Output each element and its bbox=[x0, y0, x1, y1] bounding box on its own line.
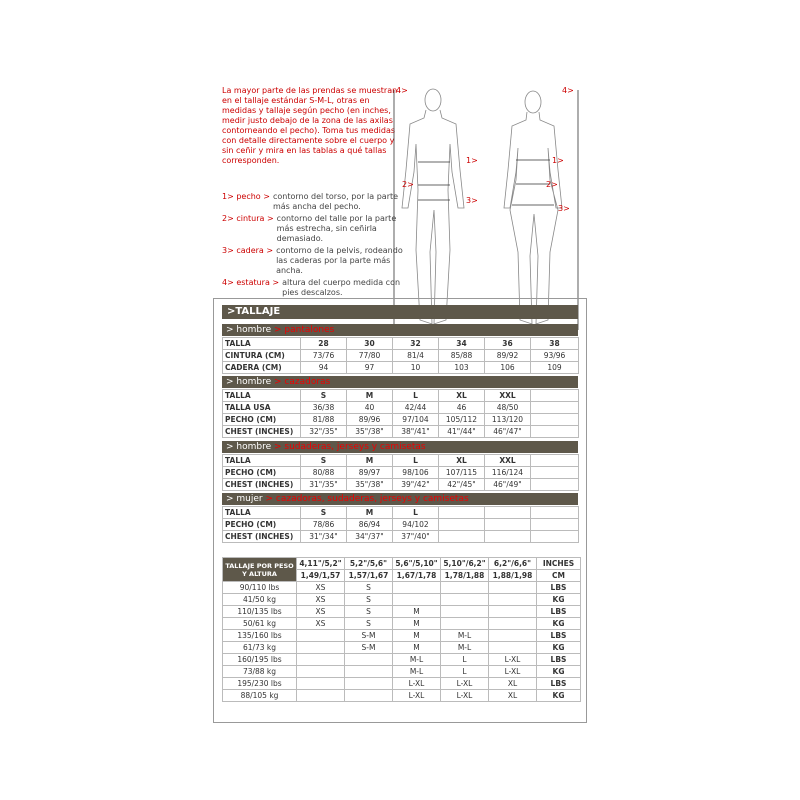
definition-item bbox=[222, 214, 412, 244]
table-cell: 94 bbox=[301, 362, 347, 374]
table-cell bbox=[485, 531, 531, 543]
definition-item bbox=[222, 192, 412, 212]
unit-cell: LBS bbox=[537, 582, 581, 594]
size-table bbox=[222, 337, 579, 374]
section-product: > pantalones bbox=[271, 325, 335, 335]
table-cell: 38 bbox=[531, 338, 579, 350]
table-cell: 107/115 bbox=[439, 467, 485, 479]
table-cell: XL bbox=[439, 390, 485, 402]
table-row bbox=[223, 642, 581, 654]
height-header: 1,78/1,88 bbox=[441, 570, 489, 582]
weight-label: 195/230 lbs bbox=[223, 678, 297, 690]
table-cell: 34 bbox=[439, 338, 485, 350]
table-cell: S bbox=[301, 507, 347, 519]
table-cell bbox=[345, 678, 393, 690]
row-label: CHEST (INCHES) bbox=[223, 479, 301, 491]
size-table bbox=[222, 454, 579, 491]
table-cell: 78/86 bbox=[301, 519, 347, 531]
table-row bbox=[223, 467, 579, 479]
table-cell bbox=[297, 690, 345, 702]
table-cell bbox=[441, 594, 489, 606]
table-cell: XS bbox=[297, 606, 345, 618]
table-cell: L bbox=[393, 507, 439, 519]
table-cell bbox=[297, 642, 345, 654]
size-table bbox=[222, 389, 579, 438]
table-cell bbox=[531, 467, 579, 479]
definition-item bbox=[222, 246, 412, 276]
table-cell bbox=[531, 519, 579, 531]
unit-cell: KG bbox=[537, 618, 581, 630]
table-row bbox=[223, 350, 579, 362]
section-header bbox=[222, 376, 578, 388]
definition-text: contorno del torso, por la parte más ancha del pecho. bbox=[272, 192, 399, 211]
table-cell bbox=[297, 630, 345, 642]
table-row bbox=[223, 362, 579, 374]
table-cell: 30 bbox=[347, 338, 393, 350]
section-product: > sudaderas, jerseys y camisetas bbox=[271, 442, 426, 452]
weight-label: 135/160 lbs bbox=[223, 630, 297, 642]
table-cell: 89/96 bbox=[347, 414, 393, 426]
table-cell: 80/88 bbox=[301, 467, 347, 479]
table-cell bbox=[489, 582, 537, 594]
table-cell: M-L bbox=[393, 666, 441, 678]
row-label: TALLA bbox=[223, 390, 301, 402]
table-cell: L-XL bbox=[393, 690, 441, 702]
table-cell: 42"/45" bbox=[439, 479, 485, 491]
unit-cell: KG bbox=[537, 594, 581, 606]
table-row bbox=[223, 690, 581, 702]
size-table bbox=[222, 506, 579, 543]
table-cell: L bbox=[441, 666, 489, 678]
table-row bbox=[223, 618, 581, 630]
table-cell: S-M bbox=[345, 630, 393, 642]
table-cell bbox=[441, 618, 489, 630]
table-cell: 106 bbox=[485, 362, 531, 374]
table-cell: 98/106 bbox=[393, 467, 439, 479]
table-cell: XL bbox=[489, 678, 537, 690]
row-label: PECHO (CM) bbox=[223, 467, 301, 479]
table-row bbox=[223, 455, 579, 467]
table-cell: M bbox=[393, 606, 441, 618]
figure-label-height: 4> bbox=[562, 86, 574, 95]
intro-text: La mayor parte de las prendas se muestran en el tallaje estándar S-M-L, otras en medidas y tallaje según pecho (en inches, medir justo debajo de la zona de las axilas contorneando el pecho). Toma tus medidas con detalle directamente sobre el cuerpo y sin ceñir y mira en las tablas a qué tallas corresponden. bbox=[222, 86, 398, 165]
definition-text: altura del cuerpo medida con pies descalzos. bbox=[282, 278, 401, 297]
height-header: 6,2"/6,6" bbox=[489, 558, 537, 570]
table-cell: 93/96 bbox=[531, 350, 579, 362]
table-cell: 89/97 bbox=[347, 467, 393, 479]
section-group: > hombre bbox=[226, 377, 272, 387]
table-row bbox=[223, 666, 581, 678]
row-label: TALLA bbox=[223, 507, 301, 519]
unit-cell: KG bbox=[537, 690, 581, 702]
table-cell: 40 bbox=[347, 402, 393, 414]
table-cell: S bbox=[345, 594, 393, 606]
table-cell: 81/4 bbox=[393, 350, 439, 362]
table-cell: M-L bbox=[441, 642, 489, 654]
height-header: 1,67/1,78 bbox=[393, 570, 441, 582]
definition-text: contorno del talle por la parte más estrecha, sin ceñirla demasiado. bbox=[276, 214, 397, 243]
table-cell bbox=[439, 519, 485, 531]
weight-label: 73/88 kg bbox=[223, 666, 297, 678]
table-cell: L-XL bbox=[441, 690, 489, 702]
table-cell: M bbox=[347, 390, 393, 402]
section-group: > mujer bbox=[226, 494, 263, 504]
table-row bbox=[223, 479, 579, 491]
height-header: 1,49/1,57 bbox=[297, 570, 345, 582]
table-cell bbox=[485, 507, 531, 519]
table-cell: XS bbox=[297, 594, 345, 606]
table-row bbox=[223, 558, 581, 570]
table-cell bbox=[297, 654, 345, 666]
row-label: PECHO (CM) bbox=[223, 519, 301, 531]
height-header: 1,88/1,98 bbox=[489, 570, 537, 582]
table-cell: XS bbox=[297, 618, 345, 630]
table-cell: 85/88 bbox=[439, 350, 485, 362]
table-cell: 28 bbox=[301, 338, 347, 350]
table-cell: 109 bbox=[531, 362, 579, 374]
table-cell bbox=[531, 390, 579, 402]
table-cell: 89/92 bbox=[485, 350, 531, 362]
table-cell bbox=[485, 519, 531, 531]
section-group: > hombre bbox=[226, 442, 272, 452]
table-row bbox=[223, 678, 581, 690]
table-cell: 46"/47" bbox=[485, 426, 531, 438]
table-cell: 94/102 bbox=[393, 519, 439, 531]
table-cell: XXL bbox=[485, 455, 531, 467]
table-row bbox=[223, 606, 581, 618]
table-row bbox=[223, 594, 581, 606]
table-cell bbox=[345, 654, 393, 666]
table-cell: L-XL bbox=[489, 654, 537, 666]
row-label: CADERA (CM) bbox=[223, 362, 301, 374]
table-cell: XL bbox=[439, 455, 485, 467]
figure-label-chest: 1> bbox=[552, 156, 564, 165]
row-label: TALLA bbox=[223, 455, 301, 467]
table-cell: 35"/38" bbox=[347, 426, 393, 438]
figure-label-hip: 3> bbox=[466, 196, 478, 205]
table-cell: M bbox=[347, 455, 393, 467]
table-row bbox=[223, 390, 579, 402]
table-cell bbox=[531, 455, 579, 467]
row-label: CHEST (INCHES) bbox=[223, 426, 301, 438]
table-row bbox=[223, 507, 579, 519]
table-cell bbox=[439, 507, 485, 519]
table-cell: 32 bbox=[393, 338, 439, 350]
unit-cell: KG bbox=[537, 666, 581, 678]
table-cell: 31"/34" bbox=[301, 531, 347, 543]
weight-label: 160/195 lbs bbox=[223, 654, 297, 666]
table-cell: S bbox=[301, 390, 347, 402]
row-label: TALLA USA bbox=[223, 402, 301, 414]
unit-cell: KG bbox=[537, 642, 581, 654]
table-cell: L bbox=[393, 390, 439, 402]
table-cell: S-M bbox=[345, 642, 393, 654]
table-cell bbox=[531, 479, 579, 491]
table-cell: M bbox=[393, 642, 441, 654]
table-cell: 36 bbox=[485, 338, 531, 350]
table-cell: XXL bbox=[485, 390, 531, 402]
weight-label: 90/110 lbs bbox=[223, 582, 297, 594]
table-cell: 73/76 bbox=[301, 350, 347, 362]
figure-label-height: 4> bbox=[396, 86, 408, 95]
table-cell: L-XL bbox=[489, 666, 537, 678]
definition-text: contorno de la pelvis, rodeando las caderas por la parte más ancha. bbox=[276, 246, 403, 275]
tallaje-header: >TALLAJE bbox=[222, 305, 578, 319]
height-header: 4,11"/5,2" bbox=[297, 558, 345, 570]
table-cell: L-XL bbox=[441, 678, 489, 690]
row-label: CINTURA (CM) bbox=[223, 350, 301, 362]
table-cell: 38"/41" bbox=[393, 426, 439, 438]
table-cell: 103 bbox=[439, 362, 485, 374]
table-cell bbox=[531, 402, 579, 414]
table-cell: 97/104 bbox=[393, 414, 439, 426]
table-row bbox=[223, 582, 581, 594]
table-cell: S bbox=[345, 582, 393, 594]
table-cell bbox=[297, 678, 345, 690]
row-label: TALLA bbox=[223, 338, 301, 350]
table-cell: 105/112 bbox=[439, 414, 485, 426]
table-cell bbox=[345, 666, 393, 678]
section-header bbox=[222, 441, 578, 453]
measurement-definitions bbox=[222, 192, 412, 300]
table-cell bbox=[489, 630, 537, 642]
weight-height-table bbox=[222, 557, 581, 702]
table-cell: 42/44 bbox=[393, 402, 439, 414]
row-label: CHEST (INCHES) bbox=[223, 531, 301, 543]
definition-key: 4> estatura > bbox=[222, 278, 280, 287]
figure-label-chest: 1> bbox=[466, 156, 478, 165]
table-cell: 46"/49" bbox=[485, 479, 531, 491]
table-cell bbox=[531, 426, 579, 438]
definition-key: 3> cadera > bbox=[222, 246, 274, 255]
table-cell: M-L bbox=[441, 630, 489, 642]
table-cell: 113/120 bbox=[485, 414, 531, 426]
table-row bbox=[223, 630, 581, 642]
height-header: 5,2"/5,6" bbox=[345, 558, 393, 570]
row-label: PECHO (CM) bbox=[223, 414, 301, 426]
table-cell: L-XL bbox=[393, 678, 441, 690]
table-cell: 46 bbox=[439, 402, 485, 414]
height-header: 1,57/1,67 bbox=[345, 570, 393, 582]
unit-header: CM bbox=[537, 570, 581, 582]
table-cell bbox=[297, 666, 345, 678]
table-cell bbox=[489, 594, 537, 606]
table-cell: 116/124 bbox=[485, 467, 531, 479]
table-cell: 32"/35" bbox=[301, 426, 347, 438]
figure-label-waist: 2> bbox=[546, 180, 558, 189]
table-cell bbox=[441, 606, 489, 618]
section-header bbox=[222, 493, 578, 505]
table-cell: L bbox=[393, 455, 439, 467]
definition-key: 2> cintura > bbox=[222, 214, 274, 223]
weight-label: 88/105 kg bbox=[223, 690, 297, 702]
table-cell: 48/50 bbox=[485, 402, 531, 414]
table-cell bbox=[531, 531, 579, 543]
table-row bbox=[223, 426, 579, 438]
weight-label: 110/135 lbs bbox=[223, 606, 297, 618]
definition-key: 1> pecho > bbox=[222, 192, 270, 201]
table-cell: XL bbox=[489, 690, 537, 702]
table-cell: S bbox=[301, 455, 347, 467]
unit-cell: LBS bbox=[537, 654, 581, 666]
unit-cell: LBS bbox=[537, 606, 581, 618]
section-group: > hombre bbox=[226, 325, 272, 335]
table-row bbox=[223, 338, 579, 350]
unit-cell: LBS bbox=[537, 630, 581, 642]
height-header: 5,6"/5,10" bbox=[393, 558, 441, 570]
table-cell bbox=[489, 606, 537, 618]
table-cell bbox=[439, 531, 485, 543]
figure-label-waist: 2> bbox=[402, 180, 414, 189]
table-cell: 37"/40" bbox=[393, 531, 439, 543]
table-cell bbox=[531, 507, 579, 519]
section-header bbox=[222, 324, 578, 336]
table-cell: 34"/37" bbox=[347, 531, 393, 543]
section-product: > cazadoras, sudaderas, jerseys y camisetas bbox=[262, 494, 469, 504]
table-cell: 31"/35" bbox=[301, 479, 347, 491]
unit-cell: LBS bbox=[537, 678, 581, 690]
table-cell: 77/80 bbox=[347, 350, 393, 362]
table-row bbox=[223, 414, 579, 426]
table-cell bbox=[531, 414, 579, 426]
table-cell: 39"/42" bbox=[393, 479, 439, 491]
table-cell: XS bbox=[297, 582, 345, 594]
table-cell: L bbox=[441, 654, 489, 666]
table-cell bbox=[393, 594, 441, 606]
table-row bbox=[223, 402, 579, 414]
table-cell bbox=[393, 582, 441, 594]
table-cell: M-L bbox=[393, 654, 441, 666]
table-cell: 41"/44" bbox=[439, 426, 485, 438]
height-header: 5,10"/6,2" bbox=[441, 558, 489, 570]
definition-item bbox=[222, 278, 412, 298]
figure-label-hip: 3> bbox=[558, 204, 570, 213]
weight-label: 50/61 kg bbox=[223, 618, 297, 630]
weight-label: 61/73 kg bbox=[223, 642, 297, 654]
unit-header: INCHES bbox=[537, 558, 581, 570]
table-cell: 35"/38" bbox=[347, 479, 393, 491]
table-cell bbox=[489, 642, 537, 654]
table-cell: 10 bbox=[393, 362, 439, 374]
table-cell: 81/88 bbox=[301, 414, 347, 426]
table-cell bbox=[441, 582, 489, 594]
table-cell: S bbox=[345, 618, 393, 630]
table-cell bbox=[489, 618, 537, 630]
table-cell: M bbox=[393, 630, 441, 642]
table-row bbox=[223, 654, 581, 666]
table-cell: 36/38 bbox=[301, 402, 347, 414]
section-product: > cazadoras bbox=[271, 377, 331, 387]
weight-label: 41/50 kg bbox=[223, 594, 297, 606]
table-cell: M bbox=[347, 507, 393, 519]
table-cell: S bbox=[345, 606, 393, 618]
table-row bbox=[223, 531, 579, 543]
table-cell: M bbox=[393, 618, 441, 630]
table-cell: 97 bbox=[347, 362, 393, 374]
weight-table-corner: TALLAJE POR PESO Y ALTURA bbox=[223, 558, 297, 582]
table-row bbox=[223, 519, 579, 531]
table-cell bbox=[345, 690, 393, 702]
table-cell: 86/94 bbox=[347, 519, 393, 531]
